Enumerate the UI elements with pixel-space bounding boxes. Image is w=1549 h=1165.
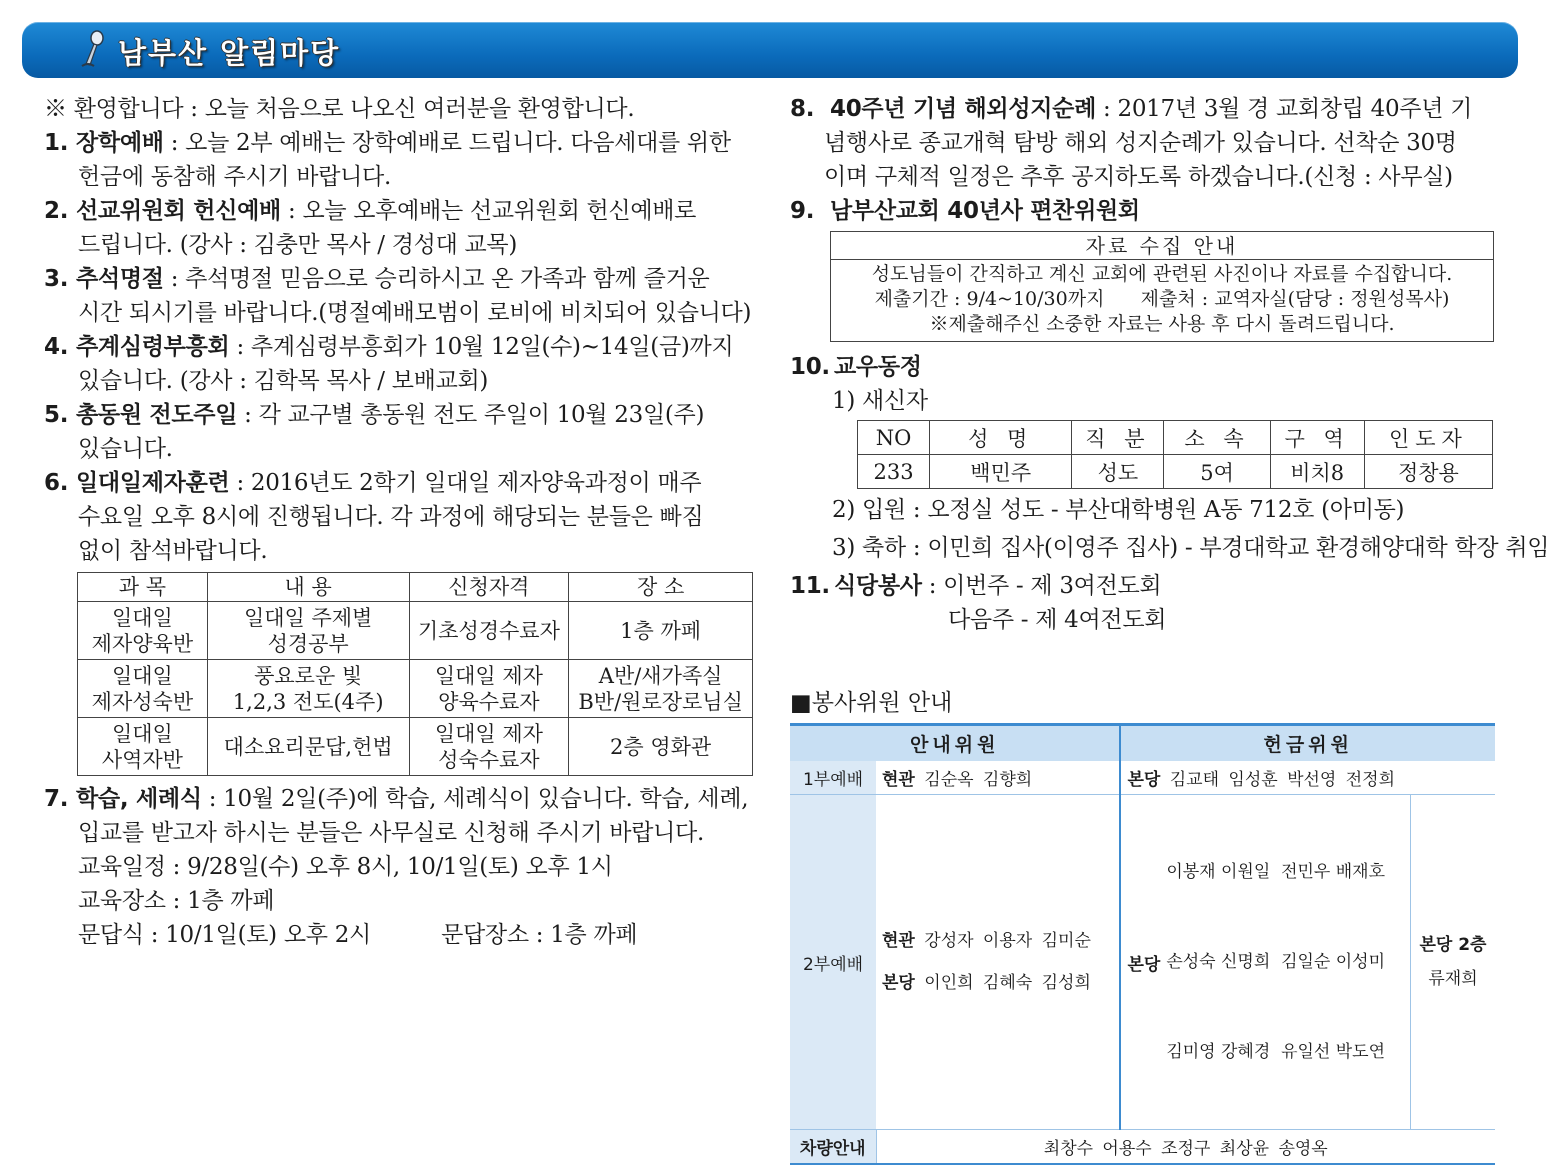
notice-item-9 xyxy=(790,194,1510,228)
item-number: 10. xyxy=(790,354,830,380)
item-text: 다음주 - 제 4여전도회 xyxy=(948,607,1167,633)
place-label: 본당 xyxy=(882,973,915,993)
collection-notice-box xyxy=(830,231,1494,342)
course-table xyxy=(77,572,753,776)
table-cell: 대소요리문답,헌법 xyxy=(207,718,409,776)
item-text: : 2017년 3월 경 교회창립 40주년 기 xyxy=(1096,96,1473,122)
item-title: 추석명절 xyxy=(76,266,164,292)
table-row xyxy=(790,795,1495,1130)
item-number: 3. xyxy=(44,266,69,292)
table-cell: 정창용 xyxy=(1364,455,1492,489)
item-text: 교육일정 : 9/28일(수) 오후 8시, 10/1일(토) 오후 1시 xyxy=(78,854,613,880)
table-cell: 일대일 주제별 성경공부 xyxy=(207,602,409,660)
newcomer-table xyxy=(857,420,1493,489)
volunteer-names: 손성숙 신명희 김일순 이성미 xyxy=(1166,952,1386,972)
collection-line: ※제출해주신 소중한 자료는 사용 후 다시 돌려드립니다. xyxy=(929,313,1395,335)
table-cell: 기초성경수료자 xyxy=(409,602,569,660)
table-cell: 비치8 xyxy=(1270,455,1364,489)
table-header: 구 역 xyxy=(1270,421,1364,455)
table-row xyxy=(78,660,753,718)
table-header-row xyxy=(78,573,753,602)
left-column xyxy=(44,92,758,952)
table-cell: 일대일 제자 양육수료자 xyxy=(409,660,569,718)
volunteer-names: 김교태 임성훈 박선영 전정희 xyxy=(1169,769,1396,790)
item-text: 없이 참석바랍니다. xyxy=(78,538,268,564)
notice-item-2 xyxy=(44,194,758,262)
right-column xyxy=(790,92,1549,637)
guide-column-header: 안내위원 xyxy=(790,725,1120,761)
notice-item-8 xyxy=(790,92,1510,194)
item-title: 일대일제자훈련 xyxy=(76,470,230,496)
item-text: 문답식 : 10/1일(토) 오후 2시 문답장소 : 1층 까페 xyxy=(78,922,638,948)
notice-item-6 xyxy=(44,466,758,568)
service-label: 2부예배 xyxy=(790,795,876,1130)
volunteer-table xyxy=(790,723,1495,1165)
hospital-news: 2) 입원 : 오정실 성도 - 부산대학병원 A동 712호 (아미동) xyxy=(832,497,1405,523)
volunteer-names: 강성자 이용자 김미순 xyxy=(924,931,1091,951)
table-cell: 일대일 제자성숙반 xyxy=(78,660,208,718)
place-label: 현관 xyxy=(882,769,915,790)
volunteer-title: ■봉사위원 안내 xyxy=(790,690,953,716)
volunteer-names: 김미영 강혜경 유일선 박도연 xyxy=(1166,1042,1386,1062)
item-number: 5. xyxy=(44,402,69,428)
item-title: 장학예배 xyxy=(76,130,164,156)
item-title: 교우동정 xyxy=(834,354,922,380)
table-row xyxy=(78,602,753,660)
item-text: 시간 되시기를 바랍니다.(명절예배모범이 로비에 비치되어 있습니다) xyxy=(78,300,752,326)
table-cell: 일대일 제자 성숙수료자 xyxy=(409,718,569,776)
table-header-row xyxy=(858,421,1493,455)
table-header: 내 용 xyxy=(207,573,409,602)
notice-item-7 xyxy=(44,782,758,952)
table-header: 과 목 xyxy=(78,573,208,602)
table-cell: 2층 영화관 xyxy=(569,718,753,776)
table-header: 성 명 xyxy=(930,421,1072,455)
item-title: 추계심령부흥회 xyxy=(76,334,230,360)
collection-heading: 자료 수집 안내 xyxy=(831,232,1493,260)
item-number: 8. xyxy=(790,96,815,122)
place-label: 본당 xyxy=(1127,954,1161,975)
table-cell: A반/새가족실 B반/원로장로님실 xyxy=(569,660,753,718)
item-number: 1. xyxy=(44,130,69,156)
service-label: 차량안내 xyxy=(790,1130,876,1164)
collection-line: 성도님들이 간직하고 계신 교회에 관련된 사진이나 자료를 수집합니다. xyxy=(871,263,1453,285)
item-title: 식당봉사 xyxy=(834,573,922,599)
table-header-row xyxy=(790,725,1495,761)
place-label: 본당 2층 xyxy=(1419,935,1487,955)
banner-title: 남부산 알림마당 xyxy=(118,36,341,70)
item-text: 입교를 받고자 하시는 분들은 사무실로 신청해 주시기 바랍니다. xyxy=(78,820,704,846)
item-text: : 오늘 오후예배는 선교위원회 헌신예배로 xyxy=(280,198,697,224)
notice-item-1 xyxy=(44,126,758,194)
item-number: 2. xyxy=(44,198,69,224)
item-text: 있습니다. xyxy=(78,436,173,462)
item-text: 수요일 오후 8시에 진행됩니다. 각 과정에 해당되는 분들은 빠짐 xyxy=(78,504,704,530)
item-text: : 오늘 2부 예배는 장학예배로 드립니다. 다음세대를 위한 xyxy=(163,130,731,156)
table-cell: 233 xyxy=(858,455,930,489)
place-label: 본당 xyxy=(1127,769,1161,790)
item-title: 학습, 세례식 xyxy=(76,786,202,812)
notice-item-11 xyxy=(790,569,1510,637)
item-text: 있습니다. (강사 : 김학목 목사 / 보배교회) xyxy=(78,368,489,394)
notice-item-5 xyxy=(44,398,758,466)
item-text: : 추계심령부흥회가 10월 12일(수)~14일(금)까지 xyxy=(229,334,734,360)
microphone-icon xyxy=(78,30,108,70)
header-banner xyxy=(22,22,1518,78)
item-title: 40주년 기념 해외성지순례 xyxy=(830,96,1097,122)
service-label: 1부예배 xyxy=(790,761,876,795)
table-row xyxy=(858,455,1493,489)
volunteer-names: 류재희 xyxy=(1428,969,1478,989)
table-header: 소 속 xyxy=(1164,421,1270,455)
table-cell: 풍요로운 빛 1,2,3 전도(4주) xyxy=(207,660,409,718)
volunteer-names: 이봉재 이원일 전민우 배재호 xyxy=(1166,862,1386,882)
item-text: : 2016년도 2학기 일대일 제자양육과정이 매주 xyxy=(229,470,702,496)
newcomer-label: 1) 새신자 xyxy=(832,388,928,414)
item-number: 6. xyxy=(44,470,69,496)
volunteer-names: 김순옥 김향희 xyxy=(924,769,1033,790)
item-text: 헌금에 동참해 주시기 바랍니다. xyxy=(78,164,391,190)
item-title: 선교위원회 헌신예배 xyxy=(76,198,281,224)
item-text: : 이번주 - 제 3여전도회 xyxy=(921,573,1162,599)
item-text: : 각 교구별 총동원 전도 주일이 10월 23일(주) xyxy=(237,402,705,428)
table-header: 신청자격 xyxy=(409,573,569,602)
item-text: : 추석명절 믿음으로 승리하시고 온 가족과 함께 즐거운 xyxy=(163,266,710,292)
volunteer-names: 최창수 어용수 조정구 최상윤 송영옥 xyxy=(876,1130,1495,1164)
offering-column-header: 헌금위원 xyxy=(1120,725,1495,761)
item-title: 총동원 전도주일 xyxy=(76,402,238,428)
item-text: : 10월 2일(주)에 학습, 세례식이 있습니다. 학습, 세례, xyxy=(201,786,749,812)
table-cell: 성도 xyxy=(1072,455,1164,489)
collection-line: 제출기간 : 9/4~10/30까지 제출처 : 교역자실(담당 : 정원성목사) xyxy=(874,288,1450,310)
table-header: 직 분 xyxy=(1072,421,1164,455)
table-header: NO xyxy=(858,421,930,455)
item-text: 념행사로 종교개혁 탐방 해외 성지순례가 있습니다. 선착순 30명 xyxy=(824,130,1457,156)
table-cell: 일대일 제자양육반 xyxy=(78,602,208,660)
item-number: 11. xyxy=(790,573,830,599)
table-row xyxy=(790,761,1495,795)
notice-item-3 xyxy=(44,262,758,330)
table-cell: 백민주 xyxy=(930,455,1072,489)
item-number: 4. xyxy=(44,334,69,360)
table-cell: 일대일 사역자반 xyxy=(78,718,208,776)
notice-item-10 xyxy=(790,350,1510,418)
item-text: 드립니다. (강사 : 김충만 목사 / 경성대 교목) xyxy=(78,232,518,258)
place-label: 현관 xyxy=(882,931,915,951)
notice-item-4 xyxy=(44,330,758,398)
table-header: 장 소 xyxy=(569,573,753,602)
table-cell: 5여 xyxy=(1164,455,1270,489)
item-title: 남부산교회 40년사 편찬위원회 xyxy=(830,198,1140,224)
volunteer-names: 이인희 김혜숙 김성희 xyxy=(924,973,1091,993)
table-row xyxy=(790,1130,1495,1164)
item-text: 교육장소 : 1층 까페 xyxy=(78,888,275,914)
item-number: 9. xyxy=(790,198,815,224)
table-cell: 1층 까페 xyxy=(569,602,753,660)
table-row xyxy=(78,718,753,776)
congrats-news: 3) 축하 : 이민희 집사(이영주 집사) - 부경대학교 환경해양대학 학장 취임 xyxy=(832,535,1549,561)
item-number: 7. xyxy=(44,786,69,812)
welcome-line: ※ 환영합니다 : 오늘 처음으로 나오신 여러분을 환영합니다. xyxy=(44,96,635,122)
item-text: 이며 구체적 일정은 추후 공지하도록 하겠습니다.(신청 : 사무실) xyxy=(824,164,1453,190)
table-header: 인도자 xyxy=(1364,421,1492,455)
